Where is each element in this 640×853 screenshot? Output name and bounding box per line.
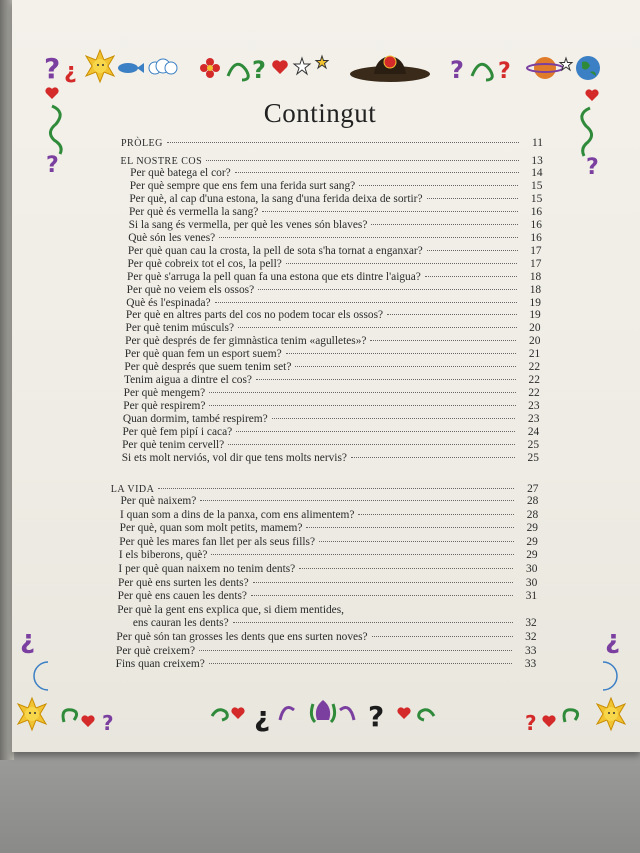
toc-entry (120, 522, 538, 535)
toc-entry (123, 400, 539, 413)
svg-text:¿: ¿ (254, 700, 271, 733)
page-number: 19 (529, 309, 541, 322)
entry-title: Per què són tan grosses les dents que ens surten noves? (116, 631, 368, 643)
dot-leader (425, 276, 517, 277)
dot-leader (209, 392, 516, 393)
svg-text:?: ? (102, 711, 114, 735)
toc-entry (122, 452, 539, 465)
dot-leader (306, 527, 513, 528)
question-mark-icon (525, 711, 537, 735)
entry-title: Per què cobreix tot el cos, la pell? (127, 257, 282, 270)
toc-entry (130, 167, 542, 180)
toc-entry (118, 563, 537, 576)
entry-title: Per què les mares fan llet per als seus fills? (119, 535, 316, 548)
dot-leader (272, 418, 516, 419)
entry-title: EL NOSTRE COS (120, 156, 203, 167)
toc-entry (118, 577, 537, 590)
toc-entry (128, 232, 542, 245)
entry-title: PRÒLEG (121, 138, 163, 149)
dot-leader (286, 263, 518, 264)
entry-title: Per què després que suem tenim set? (124, 361, 292, 374)
heart-icon (231, 707, 244, 719)
entry-title: Per què tenim músculs? (125, 322, 235, 335)
toc-entry (124, 361, 540, 374)
toc-entry (125, 348, 540, 361)
page-number: 15 (531, 179, 543, 192)
page-number: 17 (530, 244, 542, 257)
entry-title: Per què tenim cervell? (122, 438, 225, 451)
page-number: 29 (526, 522, 538, 535)
page-number: 28 (526, 508, 539, 521)
entry-title-line1: Per què la gent ens explica que, si diem mentides, (117, 603, 345, 616)
toc-entry (116, 645, 536, 658)
svg-text:?: ? (498, 59, 511, 84)
section-heading (121, 137, 543, 150)
dot-leader (370, 340, 516, 341)
entry-title: Per què naixem? (120, 495, 197, 507)
dot-leader (351, 457, 515, 458)
svg-text:?: ? (368, 700, 385, 733)
toc-entry (133, 617, 537, 630)
page-number: 29 (526, 549, 538, 562)
entry-title: I quan som a dins de la panxa, com ens alimentem? (120, 508, 355, 521)
toc-entry (124, 387, 540, 400)
toc-entry (118, 590, 537, 603)
svg-text:?: ? (525, 711, 537, 735)
page-number: 30 (525, 576, 538, 589)
page-number: 13 (531, 155, 543, 167)
entry-title: Si ets molt nerviós, vol dir que tens molts nervis? (121, 451, 347, 464)
svg-text:¿: ¿ (20, 625, 36, 655)
question-mark-icon (368, 700, 384, 733)
page-number: 24 (527, 426, 540, 438)
dot-leader (286, 353, 517, 354)
page-number: 15 (530, 192, 543, 205)
entry-title: Fins quan creixem? (115, 658, 205, 671)
heart-icon (397, 707, 410, 719)
entry-title: Quan dormim, també respirem? (122, 413, 268, 426)
entry-title: Per què s'arruga la pell quan fa una estona que ets dintre l'aigua? (127, 270, 421, 283)
toc-entry (123, 413, 540, 426)
dot-leader (262, 211, 518, 212)
swirl-icon (63, 710, 77, 722)
dot-leader (359, 185, 518, 186)
swirl-icon (564, 710, 578, 722)
entry-title: Si la sang és vermella, per què les venes són blaves? (128, 218, 368, 231)
entry-title: Què és l'espinada? (126, 296, 211, 309)
toc-entry (119, 536, 538, 549)
heart-icon (81, 715, 94, 727)
swirl-icon (340, 708, 354, 720)
toc-entry (120, 509, 538, 522)
page-number: 32 (525, 631, 537, 643)
dot-leader (371, 224, 518, 225)
dot-leader (299, 568, 513, 569)
dot-leader (253, 582, 514, 583)
dot-leader (427, 198, 519, 199)
question-mark-icon (102, 711, 114, 735)
dot-leader (235, 172, 519, 173)
page-number: 33 (525, 644, 537, 657)
bottom-center-decoration (208, 694, 438, 734)
entry-title: Per què no veiem els ossos? (126, 283, 255, 296)
page-number: 27 (527, 483, 539, 495)
toc-entry (129, 219, 542, 232)
entry-title: Per què sempre que ens fem una ferida surt sang? (129, 179, 356, 192)
swirl-icon (212, 710, 227, 720)
page-number: 21 (528, 348, 541, 361)
swirl-icon (280, 708, 294, 720)
dot-leader (251, 595, 513, 596)
dot-leader (206, 160, 519, 161)
page-title: Contingut (263, 98, 377, 128)
entry-title: Per què, al cap d'una estona, la sang d'una ferida deixa de sortir? (129, 192, 423, 205)
svg-text:?: ? (44, 52, 61, 85)
entry-title: LA VIDA (110, 484, 155, 495)
dot-leader (372, 636, 513, 637)
page-number: 22 (528, 361, 541, 374)
entry-title: Per què creixem? (116, 644, 196, 657)
dot-leader (256, 379, 516, 380)
dot-leader (199, 650, 512, 651)
dot-leader (427, 250, 518, 251)
entry-title: Què són les venes? (128, 231, 216, 244)
page-number: 16 (530, 205, 543, 218)
toc-entry (122, 426, 539, 439)
entry-title: Per què després de fer gimnàstica tenim «agulletes»? (125, 335, 367, 348)
page-number: 22 (528, 374, 540, 387)
page-number: 11 (532, 137, 543, 149)
toc-entry (129, 193, 542, 206)
dot-leader (233, 622, 513, 623)
page-number: 29 (526, 535, 538, 548)
swirl-icon (419, 710, 434, 720)
page-number: 23 (528, 413, 540, 426)
tulip-icon (311, 700, 334, 722)
page-number: 25 (527, 438, 540, 451)
entry-title: Per què mengem? (123, 387, 206, 400)
dot-leader (228, 444, 515, 445)
entry-title: Per què ens cauen les dents? (117, 590, 247, 603)
svg-text:?: ? (450, 56, 464, 84)
toc-entry (116, 658, 537, 671)
dot-leader (358, 514, 514, 515)
toc-entry (116, 631, 536, 644)
entry-title: Per què quan cau la crosta, la pell de sota s'ha tornat a enganxar? (127, 244, 423, 257)
toc-entry (126, 322, 541, 335)
dot-leader (211, 554, 513, 555)
entry-title: Per què en altres parts del cos no podem tocar els ossos? (125, 309, 384, 322)
entry-title: Per què és vermella la sang? (128, 205, 259, 218)
entry-title: I per què quan naixem no tenim dents? (118, 563, 296, 575)
dot-leader (258, 289, 517, 290)
toc-entry (127, 284, 541, 297)
heart-icon (542, 715, 555, 727)
dot-leader (209, 663, 512, 664)
toc-entry (126, 309, 541, 322)
table-surface (0, 740, 640, 853)
sun-icon (597, 698, 625, 730)
toc-entry (120, 495, 538, 508)
toc-entry (128, 245, 542, 258)
page-number: 33 (524, 658, 537, 671)
toc-entry (130, 180, 543, 193)
entry-title: Per què respirem? (123, 400, 206, 413)
page-number: 25 (527, 451, 539, 464)
dot-leader (158, 488, 514, 489)
dot-leader (236, 431, 515, 432)
toc-entry (122, 439, 539, 452)
page-number: 23 (528, 400, 540, 413)
dot-leader (238, 327, 517, 328)
page-number: 32 (525, 617, 537, 630)
toc-entry (125, 335, 540, 348)
page-number: 28 (526, 495, 539, 507)
entry-title: Per què batega el cor? (130, 167, 231, 179)
toc-entry (127, 271, 541, 284)
page-number: 17 (530, 257, 542, 270)
svg-text:?: ? (252, 56, 266, 84)
entry-title: Per què ens surten les dents? (118, 576, 249, 589)
toc-entry (119, 549, 538, 562)
dot-leader (295, 366, 516, 367)
entry-title: ens cauran les dents? (132, 617, 229, 630)
toc-entry (129, 206, 542, 219)
page-number: 19 (529, 296, 541, 309)
dot-leader (219, 237, 518, 238)
svg-text:¿: ¿ (64, 59, 77, 84)
svg-text:?: ? (586, 155, 599, 178)
page-number: 16 (530, 218, 542, 231)
toc-entry (126, 297, 541, 310)
entry-title: Per què quan fem un esport suem? (124, 348, 282, 361)
page-number: 18 (529, 283, 542, 296)
entry-title: Per què fem pipí i caca? (122, 426, 233, 438)
inverted-question-icon (254, 700, 270, 733)
toc-entry (127, 258, 541, 271)
page-number: 20 (529, 322, 541, 335)
entry-title: I els biberons, què? (118, 549, 208, 562)
dot-leader (387, 314, 517, 315)
svg-text:¿: ¿ (605, 625, 621, 655)
page-number: 16 (530, 231, 542, 244)
page-number: 22 (528, 387, 540, 400)
entry-title: Per què, quan som molt petits, mamem? (119, 522, 303, 535)
dot-leader (215, 302, 517, 303)
svg-text:?: ? (46, 153, 59, 176)
entry-title: Tenim aigua a dintre el cos? (124, 374, 252, 387)
sun-icon (18, 698, 46, 730)
dot-leader (319, 541, 514, 542)
dot-leader (167, 142, 519, 143)
page-number: 30 (526, 563, 538, 575)
toc-entry (124, 374, 540, 387)
page-number: 20 (529, 335, 541, 348)
page-number: 14 (531, 167, 543, 179)
dot-leader (209, 405, 515, 406)
page-number: 31 (525, 590, 538, 603)
dot-leader (200, 500, 514, 501)
page-number: 18 (529, 270, 542, 283)
